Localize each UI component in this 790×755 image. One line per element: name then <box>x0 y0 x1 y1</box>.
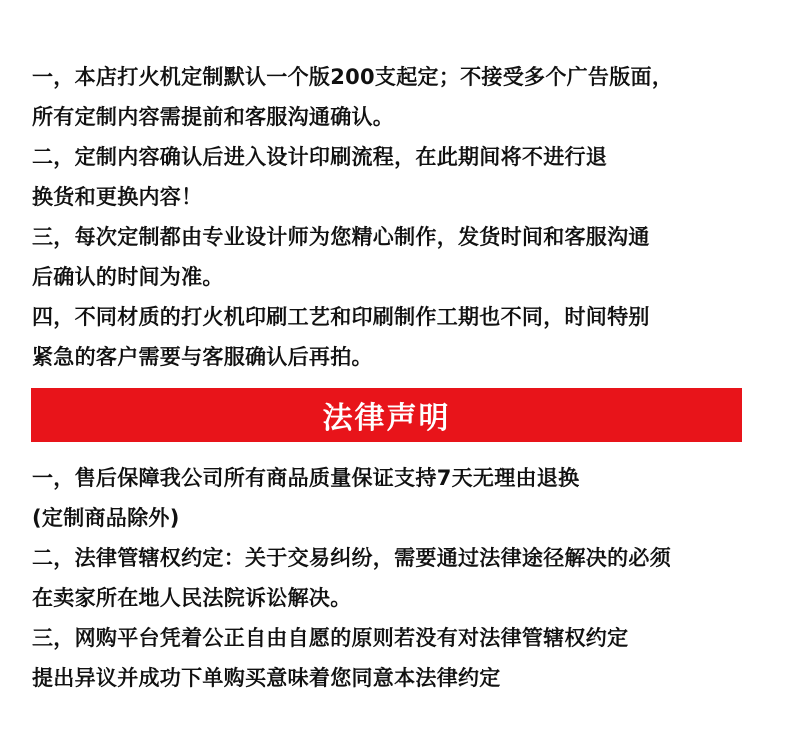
notice-line: 紧急的客户需要与客服确认后再拍。 <box>32 345 373 369</box>
legal-statement-body <box>32 458 780 698</box>
legal-statement-banner <box>31 388 742 442</box>
notice-line: 一，本店打火机定制默认一个版200支起定；不接受多个广告版面， <box>32 65 674 89</box>
legal-line: 二，法律管辖权约定：关于交易纠纷，需要通过法律途径解决的必须 <box>32 546 671 570</box>
notice-line: 后确认的时间为准。 <box>32 265 224 289</box>
notice-line: 四，不同材质的打火机印刷工艺和印刷制作工期也不同，时间特别 <box>32 305 650 329</box>
legal-line: 提出异议并成功下单购买意味着您同意本法律约定 <box>32 666 501 690</box>
legal-line: 三，网购平台凭着公正自由自愿的原则若没有对法律管辖权约定 <box>32 626 629 650</box>
legal-line: 在卖家所在地人民法院诉讼解决。 <box>32 586 352 610</box>
notice-line: 所有定制内容需提前和客服沟通确认。 <box>32 105 395 129</box>
legal-statement-title: 法律声明 <box>322 401 451 436</box>
legal-line: 一，售后保障我公司所有商品质量保证支持7天无理由退换 <box>32 466 580 490</box>
legal-line: (定制商品除外) <box>32 506 180 530</box>
notice-line: 二，定制内容确认后进入设计印刷流程，在此期间将不进行退 <box>32 145 608 169</box>
notice-line: 三，每次定制都由专业设计师为您精心制作，发货时间和客服沟通 <box>32 225 650 249</box>
custom-order-notice <box>32 57 780 377</box>
notice-line: 换货和更换内容！ <box>32 185 203 209</box>
